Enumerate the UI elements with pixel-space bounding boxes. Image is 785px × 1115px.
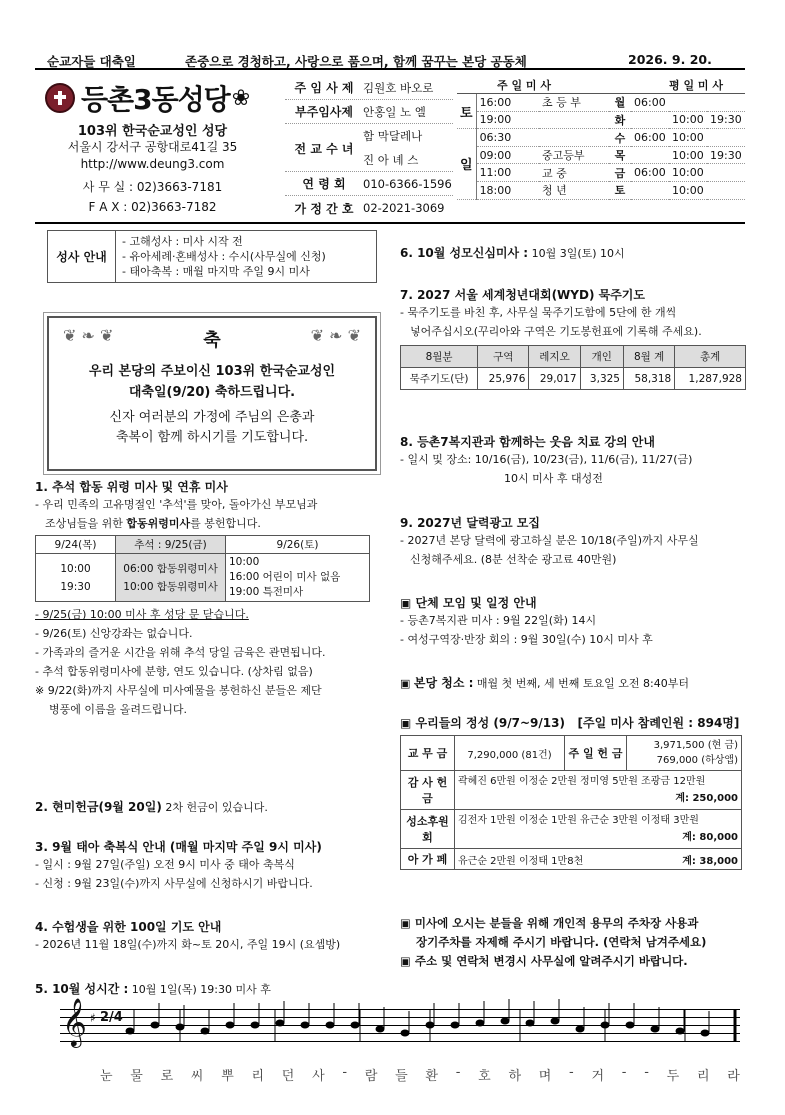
staff-name: 함 막달레나 — [363, 129, 423, 143]
section-line: 10월 3일(토) 10시 — [528, 247, 625, 260]
sacrament-line: - 태아축복 : 매월 마지막 주일 9시 미사 — [122, 265, 310, 278]
feast-title: 순교자들 대축일 — [47, 54, 136, 69]
staff-name: 02-2021-3069 — [363, 201, 445, 215]
lyric-syllable: 던 — [281, 1069, 295, 1084]
lyric-syllable: 들 — [395, 1069, 408, 1084]
staff-list — [285, 76, 453, 220]
section-title: 본당 청소 : — [413, 676, 474, 690]
table-header: 9/26(토) — [226, 536, 370, 554]
table-header: 개인 — [580, 346, 623, 368]
staff-row — [285, 100, 453, 124]
table-cell: 58,318 — [623, 368, 674, 390]
lyric-syllable: 라 — [727, 1069, 740, 1084]
square-bullet-icon: ▣ — [400, 677, 414, 690]
section-line: - 2027년 본당 달력에 광고하실 분은 10/18(주일)까지 사무실 — [400, 534, 699, 547]
lyric-syllable: 환 — [425, 1069, 438, 1084]
weekday-time: 06:00 — [631, 164, 669, 182]
staff-name: 진 아 녜 스 — [363, 152, 419, 167]
top-bar — [35, 50, 745, 70]
mass-time: 11:00 — [476, 164, 539, 182]
sunday-mass-title: 주 일 미 사 — [457, 76, 609, 94]
section-blessing — [35, 838, 385, 893]
table-header: 9/24(목) — [36, 536, 116, 554]
mass-time: 06:30 — [476, 129, 539, 147]
note-head — [326, 1022, 335, 1029]
time-signature: 2/4 — [100, 1010, 123, 1025]
greeting-line: 신자 여러분의 가정에 주님의 은총과 — [109, 410, 315, 425]
weekday-time: 10:00 — [669, 146, 707, 164]
vine-ornament-icon: ❦ ❧ ❦ — [63, 326, 114, 345]
table-cell: 19:00 특전미사 — [229, 586, 304, 598]
hymn-lyrics — [100, 1065, 740, 1084]
section-line: - 신청 : 9월 23일(수)까지 사무실에 신청하시기 바랍니다. — [35, 877, 313, 890]
weekday-time — [707, 164, 745, 182]
notice-line: ▣ 미사에 오시는 분들을 위해 개인적 용무의 주차장 사용과 — [400, 916, 699, 930]
church-name: 등촌3동성당 — [81, 83, 230, 116]
lyric-syllable: 리 — [696, 1069, 710, 1084]
section-line: - 등촌7복지관 미사 : 9월 22일(화) 14시 — [400, 614, 597, 627]
section-line: - 9/26(토) 신앙강좌는 없습니다. — [35, 627, 193, 640]
mass-desc: 청 년 — [539, 182, 609, 200]
mass-time: 19:00 — [476, 111, 539, 129]
section-calendar — [400, 514, 750, 569]
staff-role: 연 령 회 — [302, 177, 346, 191]
table-cell: 10:00 합동위령미사 — [123, 580, 218, 593]
note-head — [376, 1026, 385, 1033]
offering-total: 계: 38,000 — [682, 855, 738, 867]
lyric-syllable: 하 — [508, 1069, 521, 1084]
treble-clef-icon: 𝄞 — [62, 997, 87, 1046]
weekday-time — [707, 129, 745, 147]
table-header: 추석 : 9/25(금) — [116, 536, 226, 554]
square-bullet-icon: ▣ — [400, 916, 415, 930]
lyric-syllable: 눈 — [100, 1069, 113, 1084]
staff-row — [285, 76, 453, 100]
offering-label: 아 가 페 — [401, 849, 455, 870]
weekday-time — [669, 94, 707, 112]
mass-time: 09:00 — [476, 146, 539, 164]
section-laughter — [400, 433, 750, 488]
note-head — [276, 1020, 285, 1027]
note-head — [401, 1030, 410, 1037]
lyric-syllable: 씨 — [190, 1069, 204, 1084]
staff-name: 010-6366-1596 — [363, 176, 452, 191]
table-cell: 29,017 — [529, 368, 580, 390]
weekday-time: 19:30 — [707, 111, 745, 129]
notice-line: 장기주차를 자제해 주시기 바랍니다. (연락처 남겨주세요) — [416, 935, 707, 949]
section-line: - 일시 및 장소: 10/16(금), 10/23(금), 11/6(금), 11/27(금) — [400, 453, 693, 466]
lyric-syllable: - — [342, 1065, 348, 1080]
weekday-time: 19:30 — [707, 146, 745, 164]
lyric-syllable: 로 — [160, 1069, 174, 1084]
offering-label: 성소후원회 — [401, 810, 455, 849]
bulletin-date: 2026. 9. 20. — [628, 52, 712, 67]
table-cell: 10:00 — [229, 556, 260, 568]
square-bullet-icon: ▣ — [400, 716, 416, 730]
offering-total: 계: 250,000 — [675, 793, 738, 804]
sacraments-label: 성사 안내 — [48, 231, 116, 282]
lyric-syllable: 사 — [312, 1069, 325, 1084]
section-line: - 2026년 11월 18일(수)까지 화~토 20시, 주일 19시 (요셉방) — [35, 938, 341, 951]
church-emblem-icon — [45, 83, 75, 113]
weekday-time: 10:00 — [669, 111, 707, 129]
weekday-time: 10:00 — [669, 182, 707, 200]
section-line: 넣어주십시오(꾸리아와 구역은 기도봉헌표에 기록해 주세요). — [410, 325, 702, 338]
offering-total: 계: 80,000 — [682, 832, 738, 843]
section-line: - 묵주기도를 바친 후, 사무실 묵주기도함에 5단에 한 개씩 — [400, 306, 677, 319]
mass-schedule-table — [457, 76, 745, 200]
square-bullet-icon: ▣ — [400, 954, 415, 968]
greeting-frame — [47, 316, 377, 471]
weekday-time — [631, 146, 669, 164]
weekday-label: 수 — [609, 129, 631, 147]
sunday-label: 일 — [457, 129, 476, 199]
section-line: 병풍에 이름을 올려드립니다. — [49, 703, 188, 716]
weekday-label: 금 — [609, 164, 631, 182]
vine-ornament-icon: ❦ ❧ ❦ — [310, 326, 361, 345]
offering-label: 감 사 헌 금 — [401, 771, 455, 810]
hymn-staff — [60, 997, 740, 1095]
offering-value: 3,971,500 (현 금) — [653, 740, 738, 751]
table-header: 8월 계 — [623, 346, 674, 368]
section-chuseok — [35, 478, 385, 719]
lyric-syllable: 거 — [591, 1069, 605, 1084]
note-head — [251, 1022, 260, 1029]
header — [35, 74, 745, 224]
note-head — [676, 1028, 685, 1035]
section-line: - 가족과의 즐거운 시간을 위해 추석 당일 금육은 관면됩니다. — [35, 646, 326, 659]
chuseok-mass-table — [35, 535, 370, 602]
offering-label: 주 일 헌 금 — [565, 736, 627, 771]
lyric-syllable: 호 — [478, 1069, 491, 1084]
section-title: 8. 등촌7복지관과 함께하는 웃음 치료 강의 안내 — [400, 435, 655, 449]
square-bullet-icon: ▣ — [400, 596, 416, 610]
section-line: - 일시 : 9월 27일(주일) 오전 9시 미사 중 태아 축복식 — [35, 858, 295, 871]
table-header: 총계 — [675, 346, 746, 368]
section-line: - 9/25(금) 10:00 미사 후 성당 문 닫습니다. — [35, 608, 249, 621]
section-title: 1. 추석 합동 위령 미사 및 연휴 미사 — [35, 480, 228, 494]
section-title: ▣ 우리들의 정성 (9/7~9/13) [주일 미사 참례인원 : 894명] — [400, 716, 740, 730]
note-head — [526, 1020, 535, 1027]
notice-line: ▣ 주소 및 연락처 변경시 사무실에 알려주시기 바랍니다. — [400, 954, 688, 968]
section-title: 9. 2027년 달력광고 모집 — [400, 516, 540, 530]
section-marian-mass — [400, 244, 750, 263]
section-wyd — [400, 286, 750, 390]
section-prayer — [35, 918, 385, 954]
section-offerings — [400, 714, 750, 870]
section-line: 신청해주세요. (8분 선착순 광고료 40만원) — [410, 553, 617, 566]
table-cell: 묵주기도(단) — [401, 368, 478, 390]
section-notice — [400, 914, 750, 971]
section-line: 2차 헌금이 있습니다. — [161, 801, 268, 814]
section-cleaning — [400, 674, 750, 693]
section-line: - 여성구역장·반장 회의 : 9월 30일(수) 10시 미사 후 — [400, 633, 653, 646]
section-line: 10시 미사 후 대성전 — [504, 472, 603, 485]
staff-role: 전 교 수 녀 — [294, 141, 354, 156]
table-cell: 10:00 — [60, 562, 91, 575]
section-offering — [35, 798, 385, 817]
section-title: 2. 현미헌금(9월 20일) — [35, 800, 162, 814]
note-head — [476, 1020, 485, 1027]
lyric-syllable: 뿌 — [221, 1069, 234, 1084]
mass-desc: 초 등 부 — [539, 94, 609, 112]
greeting-line: 우리 본당의 주보이신 103위 한국순교성인 — [88, 364, 336, 379]
note-head — [451, 1022, 460, 1029]
table-cell: 06:00 합동위령미사 — [123, 562, 218, 575]
offering-value: 유근순 2만원 이정태 1만8천 — [458, 855, 584, 867]
note-head — [126, 1028, 135, 1035]
section-title: 6. 10월 성모신심미사 : — [400, 246, 529, 260]
weekday-mass-title: 평 일 미 사 — [609, 76, 745, 94]
note-head — [151, 1022, 160, 1029]
staff-name: 안홍일 노 엘 — [363, 104, 426, 119]
staff-row — [285, 196, 453, 220]
section-groups — [400, 594, 750, 649]
section-line: - 우리 민족의 고유명절인 '추석'를 맞아, 돌아가신 부모님과 — [35, 498, 318, 511]
rosary-table — [400, 345, 746, 390]
church-address: 서울시 강서구 공항대로41길 35 — [67, 140, 238, 154]
weekday-label: 화 — [609, 111, 631, 129]
section-line: - 추석 합동위령미사에 분향, 연도 있습니다. (상차림 없음) — [35, 665, 313, 678]
staff-row — [285, 124, 453, 156]
section-line: ※ 9/22(화)까지 사무실에 미사예물을 봉헌하신 분들은 제단 — [35, 684, 322, 697]
mass-time: 18:00 — [476, 182, 539, 200]
weekday-label: 목 — [609, 146, 631, 164]
offering-value: 769,000 (하상앱) — [656, 755, 738, 766]
table-cell: 25,976 — [478, 368, 529, 390]
mass-desc: 중고등부 — [539, 146, 609, 164]
section-title: 7. 2027 서울 세계청년대회(WYD) 묵주기도 — [400, 288, 645, 302]
lyric-syllable: 며 — [538, 1069, 552, 1084]
mass-desc — [539, 129, 609, 147]
weekday-time: 06:00 — [631, 94, 669, 112]
flower-icon: ❀ — [231, 85, 251, 111]
attendance-count: [주일 미사 참례인원 : 894명] — [577, 716, 740, 730]
note-head — [501, 1018, 510, 1025]
section-line: 조상님들을 위한 합동위령미사를 봉헌합니다. — [45, 517, 261, 530]
sacrament-line: - 유아세례·혼배성사 : 수시(사무실에 신청) — [122, 250, 326, 263]
weekday-time — [631, 182, 669, 200]
note-head — [351, 1022, 360, 1029]
celebration-mark: 축 — [203, 330, 221, 351]
weekday-time — [631, 111, 669, 129]
offering-value: 곽혜진 6만원 이정순 2만원 정미영 5만원 조광금 12만원 — [458, 776, 706, 787]
note-head — [551, 1018, 560, 1025]
offering-value: 김전자 1만원 이정순 1만원 유근순 3만원 이정태 3만원 — [458, 815, 699, 826]
mass-desc — [539, 111, 609, 129]
table-cell: 1,287,928 — [675, 368, 746, 390]
section-title: ▣ 단체 모임 및 일정 안내 — [400, 596, 537, 610]
staff-role: 주 임 사 제 — [294, 81, 354, 95]
note-head — [201, 1028, 210, 1035]
parish-motto: 존중으로 경청하고, 사랑으로 품으며, 함께 꿈꾸는 본당 공동체 — [185, 54, 527, 69]
key-signature-icon: ♯ — [90, 1011, 96, 1025]
saturday-label: 토 — [457, 94, 476, 129]
sacrament-line: - 고해성사 : 미사 시작 전 — [122, 235, 243, 248]
office-phone: 사 무 실 : 02)3663-7181 — [82, 180, 223, 194]
staff-name: 김원호 바오로 — [363, 80, 434, 95]
offering-value: 7,290,000 (81건) — [455, 736, 565, 771]
lyric-syllable: - — [621, 1065, 627, 1080]
weekday-time: 10:00 — [669, 164, 707, 182]
hymn-notes — [60, 995, 740, 1055]
weekday-time: 10:00 — [669, 129, 707, 147]
offering-label: 교 무 금 — [401, 736, 455, 771]
greeting-line: 축복이 함께 하시기를 기도합니다. — [115, 430, 309, 445]
staff-role: 부주임사제 — [295, 105, 353, 119]
note-head — [651, 1026, 660, 1033]
lyric-syllable: - — [455, 1065, 461, 1080]
staff-row — [285, 172, 453, 196]
weekday-label: 토 — [609, 182, 631, 200]
section-title: 5. 10월 성시간 : — [35, 982, 129, 996]
section-title: 4. 수험생을 위한 100일 기도 안내 — [35, 920, 222, 934]
table-header: 8월분 — [401, 346, 478, 368]
section-line: 10월 1일(목) 19:30 미사 후 — [128, 983, 271, 996]
staff-role: 가 정 간 호 — [294, 201, 354, 216]
table-cell: 19:30 — [60, 580, 91, 593]
note-head — [301, 1022, 310, 1029]
lyric-syllable: 람 — [364, 1069, 378, 1084]
office-fax: F A X : 02)3663-7182 — [88, 200, 217, 214]
church-patron: 103위 한국순교성인 성당 — [77, 124, 228, 139]
sacraments-box — [47, 230, 377, 283]
lyric-syllable: - — [644, 1065, 649, 1080]
table-header: 구역 — [478, 346, 529, 368]
offerings-table — [400, 735, 742, 870]
weekday-time: 06:00 — [631, 129, 669, 147]
weekday-time — [707, 94, 745, 112]
lyric-syllable: 리 — [251, 1069, 265, 1084]
note-head — [576, 1026, 585, 1033]
table-header: 레지오 — [529, 346, 580, 368]
mass-time: 16:00 — [476, 94, 539, 112]
church-logo-row — [45, 80, 250, 116]
lyric-syllable: - — [569, 1065, 574, 1080]
lyric-syllable: 두 — [666, 1069, 680, 1084]
note-head — [626, 1022, 635, 1029]
greeting-line: 대축일(9/20) 축하드립니다. — [128, 385, 296, 400]
mass-desc: 교 중 — [539, 164, 609, 182]
note-head — [701, 1030, 710, 1037]
table-cell: 16:00 어린이 미사 없음 — [229, 571, 341, 583]
weekday-time — [707, 182, 745, 200]
church-website[interactable]: http://www.deung3.com — [80, 157, 225, 171]
weekday-label: 월 — [609, 94, 631, 112]
section-line: 매월 첫 번째, 세 번째 토요일 오전 8:40부터 — [473, 677, 689, 690]
note-head — [226, 1022, 235, 1029]
section-title: 3. 9월 태아 축복식 안내 (매월 마지막 주일 9시 미사) — [35, 840, 322, 854]
lyric-syllable: 물 — [130, 1069, 143, 1084]
table-cell: 3,325 — [580, 368, 623, 390]
